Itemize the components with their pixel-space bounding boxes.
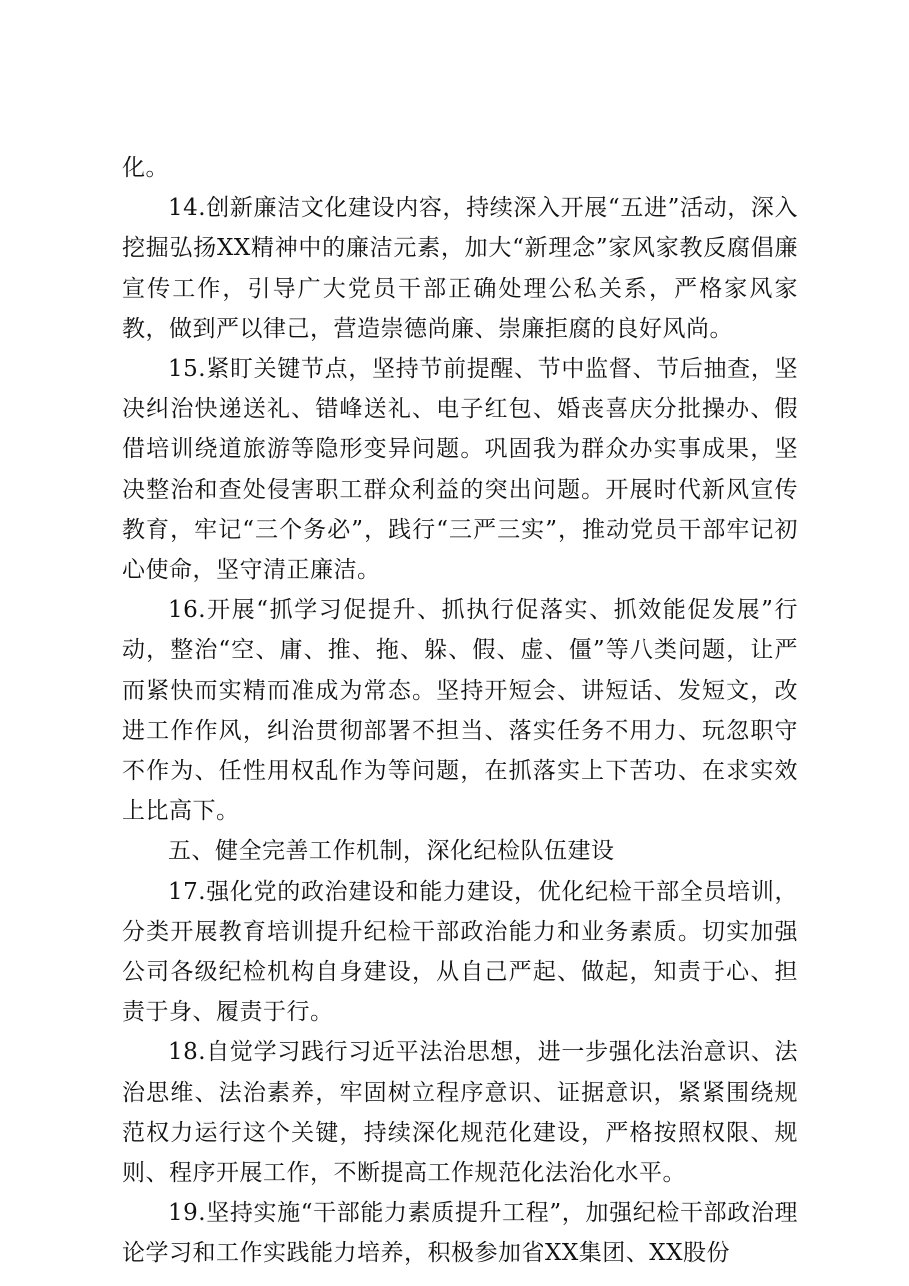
paragraph-18: 18.自觉学习践行习近平法治思想，进一步强化法治意识、法治思维、法治素养，牢固树立程序意识、证据意识，紧紧围绕规范权力运行这个关键，持续深化规范化建设，严格按照权限、规则、程序开展工作，不断提高工作规范化法治化水平。 [122,1039,798,1187]
paragraph-continuation: 化。 [122,155,169,181]
document-body [122,148,798,1274]
paragraph-14: 14.创新廉洁文化建设内容，持续深入开展“五进”活动，深入挖掘弘扬XX精神中的廉洁元素，加大“新理念”家风家教反腐倡廉宣传工作，引导广大党员干部正确处理公私关系，严格家风家教，做到严以律己，营造崇德尚廉、崇廉拒腐的良好风尚。 [122,195,798,342]
paragraph-16: 16.开展“抓学习促提升、抓执行促落实、抓效能促发展”行动，整治“空、庸、推、拖、躲、假、虚、僵”等八类问题，让严而紧快而实精而准成为常态。坚持开短会、讲短话、发短文，改进工作作风，纠治贯彻部署不担当、落实任务不用力、玩忽职守不作为、任性用权乱作为等问题，在抓落实上下苦功、在求实效上比高下。 [122,597,798,825]
paragraph-15: 15.紧盯关键节点，坚持节前提醒、节中监督、节后抽查，坚决纠治快递送礼、错峰送礼、电子红包、婚丧喜庆分批操办、假借培训绕道旅游等隐形变异问题。巩固我为群众办实事成果，坚决整治和查处侵害职工群众利益的突出问题。开展时代新风宣传教育，牢记“三个务必”，践行“三严三实”，推动党员干部牢记初心使命，坚守清正廉洁。 [122,356,798,584]
paragraph-17: 17.强化党的政治建设和能力建设，优化纪检干部全员培训，分类开展教育培训提升纪检干部政治能力和业务素质。切实加强公司各级纪检机构自身建设，从自己严起、做起，知责于心、担责于身、履责于行。 [122,878,798,1026]
section-heading-5: 五、健全完善工作机制，深化纪检队伍建设 [168,838,615,865]
paragraph-19: 19.坚持实施“干部能力素质提升工程”，加强纪检干部政治理论学习和工作实践能力培养，积极参加省XX集团、XX股份 [122,1200,798,1267]
